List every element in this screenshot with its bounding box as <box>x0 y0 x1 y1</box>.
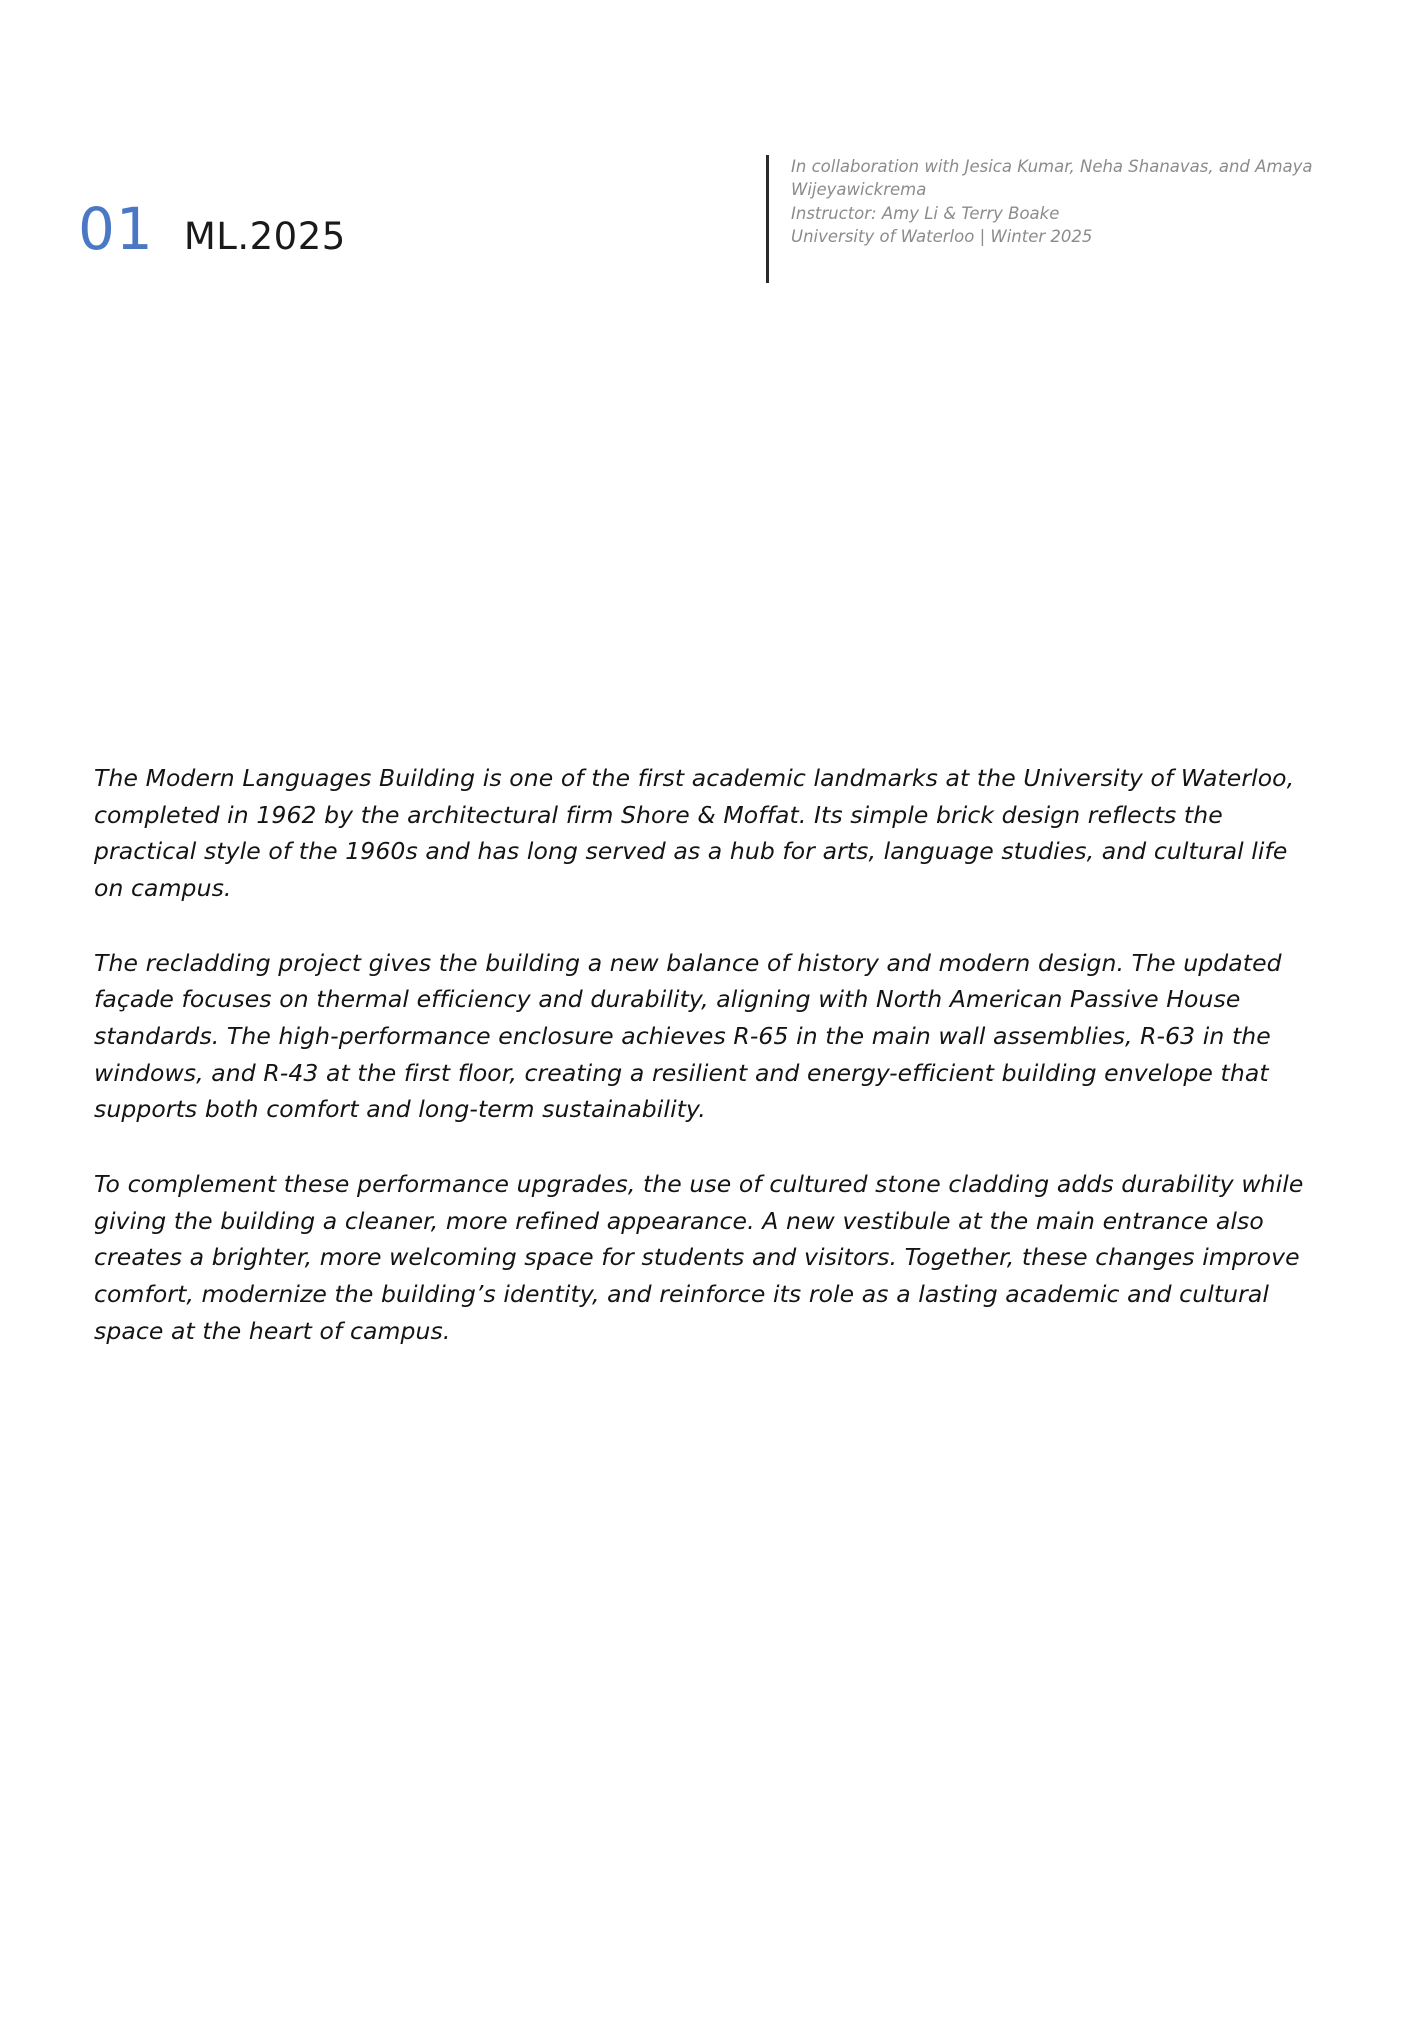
credits-line-collaborators: In collaboration with Jesica Kumar, Neha Shanavas, and Amaya Wijeyawickrema <box>791 157 1318 200</box>
project-title-block <box>78 195 346 263</box>
vertical-divider <box>766 155 769 283</box>
paragraph-cladding-vestibule: To complement these performance upgrades, the use of cultured stone cladding adds durability while giving the building a cleaner, more refined appearance. A new vestibule at the main entrance also creates a brighter, more welcoming space for students and visitors. Together, these changes improve comfort, modernize the building’s identity, and reinforce its role as a lasting academic and cultural space at the heart of campus. <box>94 1169 1304 1345</box>
page-header <box>0 157 1428 350</box>
project-number: 01 <box>78 195 154 263</box>
paragraph-history: The Modern Languages Building is one of the first academic landmarks at the University of Waterloo, completed in 1962 by the architectural firm Shore & Moffat. Its simple brick design reflects the practical style of the 1960s and has long served as a hub for arts, language studies, and cultural life on campus. <box>94 764 1295 902</box>
paragraph-recladding: The recladding project gives the building a new balance of history and modern design. The updated façade focuses on thermal efficiency and durability, aligning with North American Passive House standards. The high-performance enclosure achieves R-65 in the main wall assemblies, R-63 in the windows, and R-43 at the first floor, creating a resilient and energy-efficient building envelope that supports both comfort and long-term sustainability. <box>94 948 1282 1124</box>
credits-line-institution: University of Waterloo | Winter 2025 <box>791 227 1093 247</box>
page-title: ML.2025 <box>183 215 346 258</box>
body-copy <box>94 760 1316 1349</box>
credits-text <box>791 155 1321 283</box>
credits-line-instructor: Instructor: Amy Li & Terry Boake <box>791 203 1060 223</box>
credits-block <box>766 155 1321 283</box>
